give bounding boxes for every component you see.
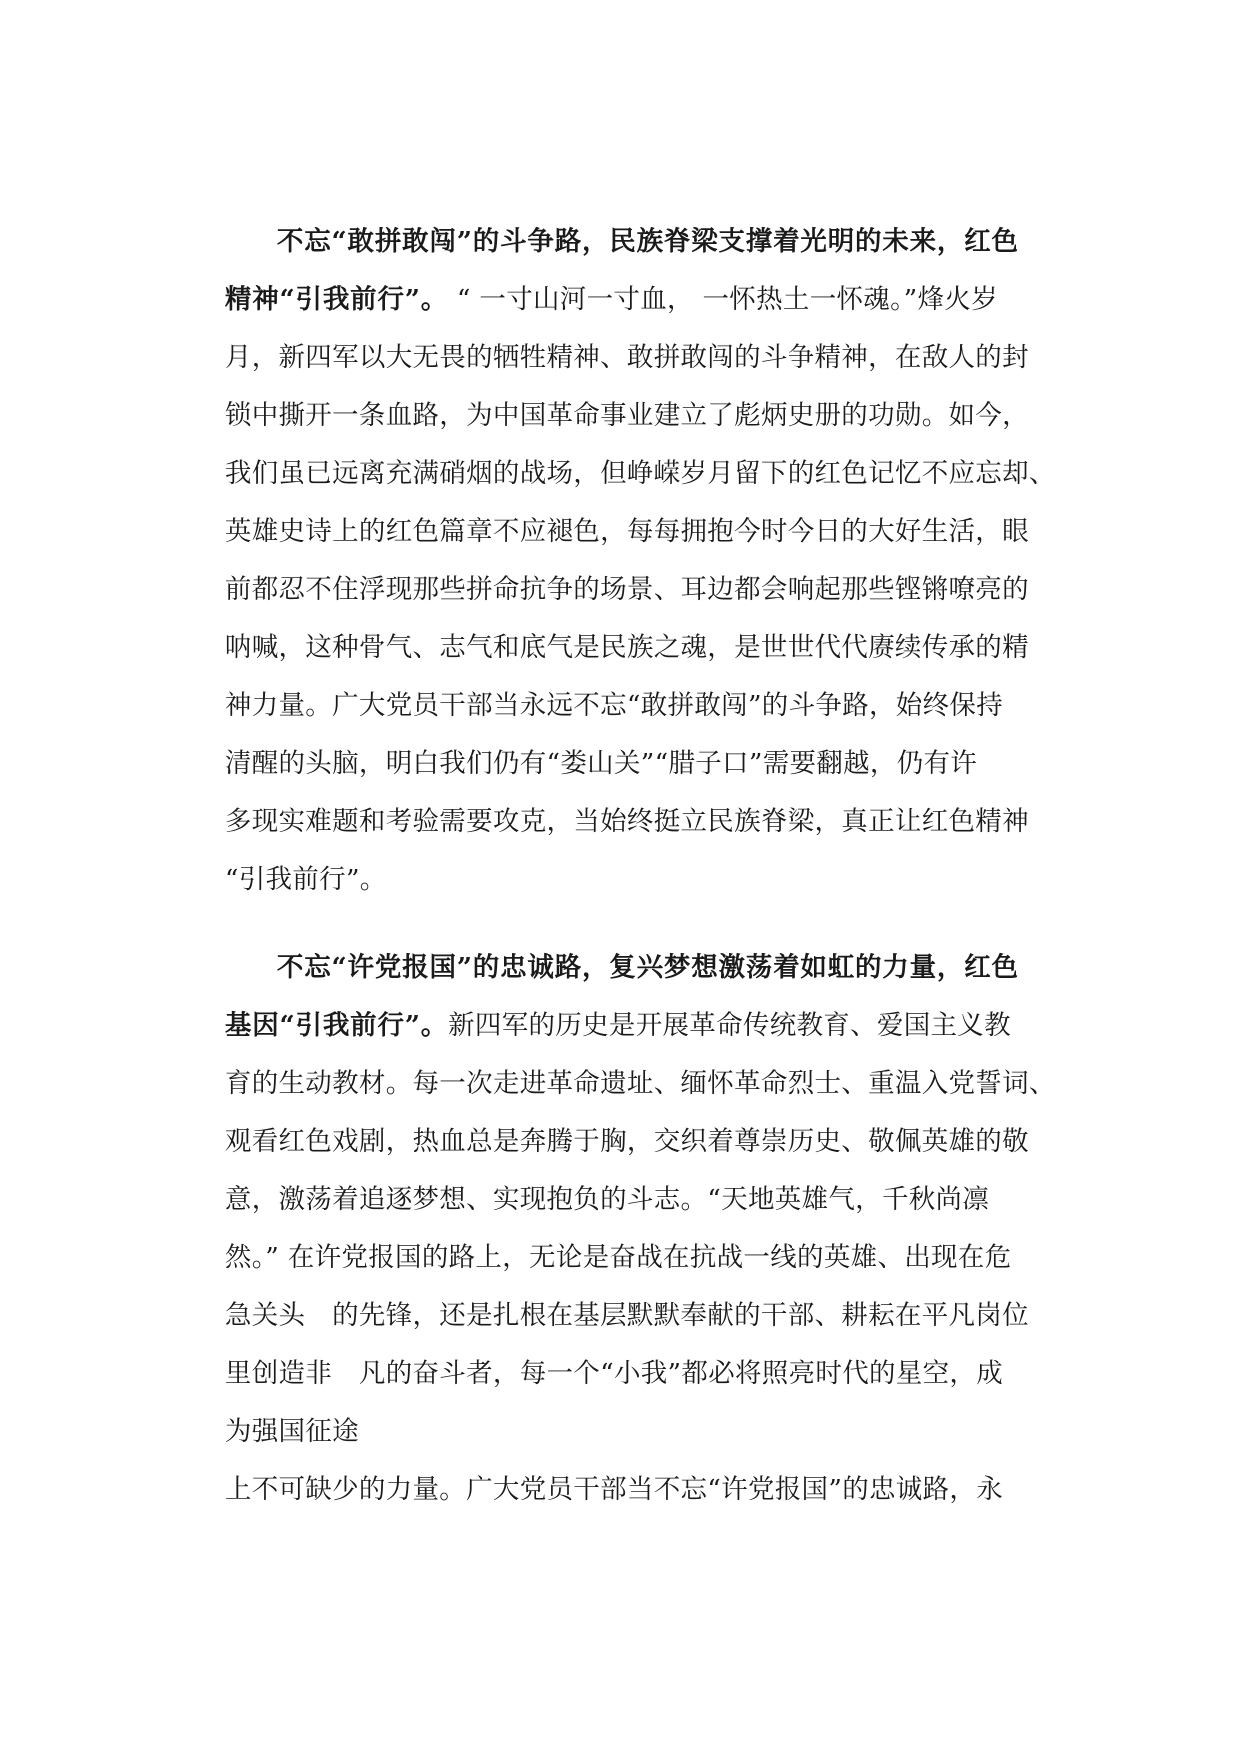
para1-text: 清醒的头脑，明白我们仍有“娄山关”“腊子口”需要翻越，仍有许 <box>224 748 978 779</box>
para1-heading-part1: 不忘“敢拼敢闯”的斗争路，民族脊梁支撑着光明的未来，红色 <box>276 226 1019 257</box>
para1-line-4 <box>190 356 1029 431</box>
para1-line-2 <box>190 240 998 315</box>
para1-line-7 <box>190 530 1029 605</box>
para1-text: 锁中撕开一条血路，为中国革命事业建立了彪炳史册的功勋。如今， <box>224 400 1029 431</box>
para2-line-10 <box>190 1430 1004 1505</box>
para1-text: 前都忍不住浮现那些拼命抗争的场景、耳边都会响起那些铿锵嘹亮的 <box>224 574 1029 605</box>
para1-line-3 <box>190 298 1029 373</box>
para1-line-10 <box>190 704 978 779</box>
para1-line-5 <box>190 414 1056 489</box>
para1-text: 月，新四军以大无畏的牺牲精神、敢拼敢闯的斗争精神，在敌人的封 <box>224 342 1029 373</box>
para2-line-4 <box>190 1082 1029 1157</box>
para1-text: 英雄史诗上的红色篇章不应褪色，每每拥抱今时今日的大好生活，眼 <box>224 516 1029 547</box>
para2-line-5 <box>190 1140 990 1215</box>
para1-text: “引我前行”。 <box>224 864 387 895</box>
para2-text: 然。” 在许党报国的路上，无论是奋战在抗战一线的英雄、出现在危 <box>224 1242 1012 1273</box>
para1-text: “ 一寸山河一寸血， 一怀热土一怀魂。”烽火岁 <box>448 284 998 315</box>
para1-text: 呐喊，这种骨气、志气和底气是民族之魂，是世世代代赓续传承的精 <box>224 632 1029 663</box>
para2-line-1 <box>242 908 1019 983</box>
para1-line-12 <box>190 820 387 895</box>
para2-text: 里创造非 凡的奋斗者，每一个“小我”都必将照亮时代的星空，成 <box>224 1358 1004 1389</box>
para2-line-2 <box>190 966 1011 1041</box>
para2-text: 新四军的历史是开展革命传统教育、爱国主义教 <box>448 1010 1011 1041</box>
para2-line-6 <box>190 1198 1012 1273</box>
para2-text: 上不可缺少的力量。广大党员干部当不忘“许党报国”的忠诚路，永 <box>224 1474 1004 1505</box>
para1-line-9 <box>190 646 1004 721</box>
para1-line-6 <box>190 472 1029 547</box>
para2-text: 急关头 的先锋，还是扎根在基层默默奉献的干部、耕耘在平凡岗位 <box>224 1300 1029 1331</box>
para2-line-8 <box>190 1314 1004 1389</box>
para2-heading-part2: 基因“引我前行”。 <box>224 1010 449 1041</box>
para2-line-9 <box>190 1372 359 1447</box>
para2-text: 意，激荡着追逐梦想、实现抱负的斗志。“天地英雄气，千秋尚凛 <box>224 1184 990 1215</box>
para1-heading-part2: 精神“引我前行”。 <box>224 284 449 315</box>
para1-line-8 <box>190 588 1029 663</box>
para1-text: 多现实难题和考验需要攻克，当始终挺立民族脊梁，真正让红色精神 <box>224 806 1029 837</box>
para1-text: 神力量。广大党员干部当永远不忘“敢拼敢闯”的斗争路，始终保持 <box>224 690 1004 721</box>
para1-line-1 <box>242 182 1019 257</box>
para1-line-11 <box>190 762 1029 837</box>
para2-line-7 <box>190 1256 1029 1331</box>
para2-text: 育的生动教材。每一次走进革命遗址、缅怀革命烈士、重温入党誓词、 <box>224 1068 1056 1099</box>
para2-line-3 <box>190 1024 1056 1099</box>
para2-text: 为强国征途 <box>224 1416 359 1447</box>
para2-heading-part1: 不忘“许党报国”的忠诚路，复兴梦想激荡着如虹的力量，红色 <box>276 952 1019 983</box>
para1-text: 我们虽已远离充满硝烟的战场，但峥嵘岁月留下的红色记忆不应忘却、 <box>224 458 1056 489</box>
para2-text: 观看红色戏剧，热血总是奔腾于胸，交织着尊崇历史、敬佩英雄的敬 <box>224 1126 1029 1157</box>
